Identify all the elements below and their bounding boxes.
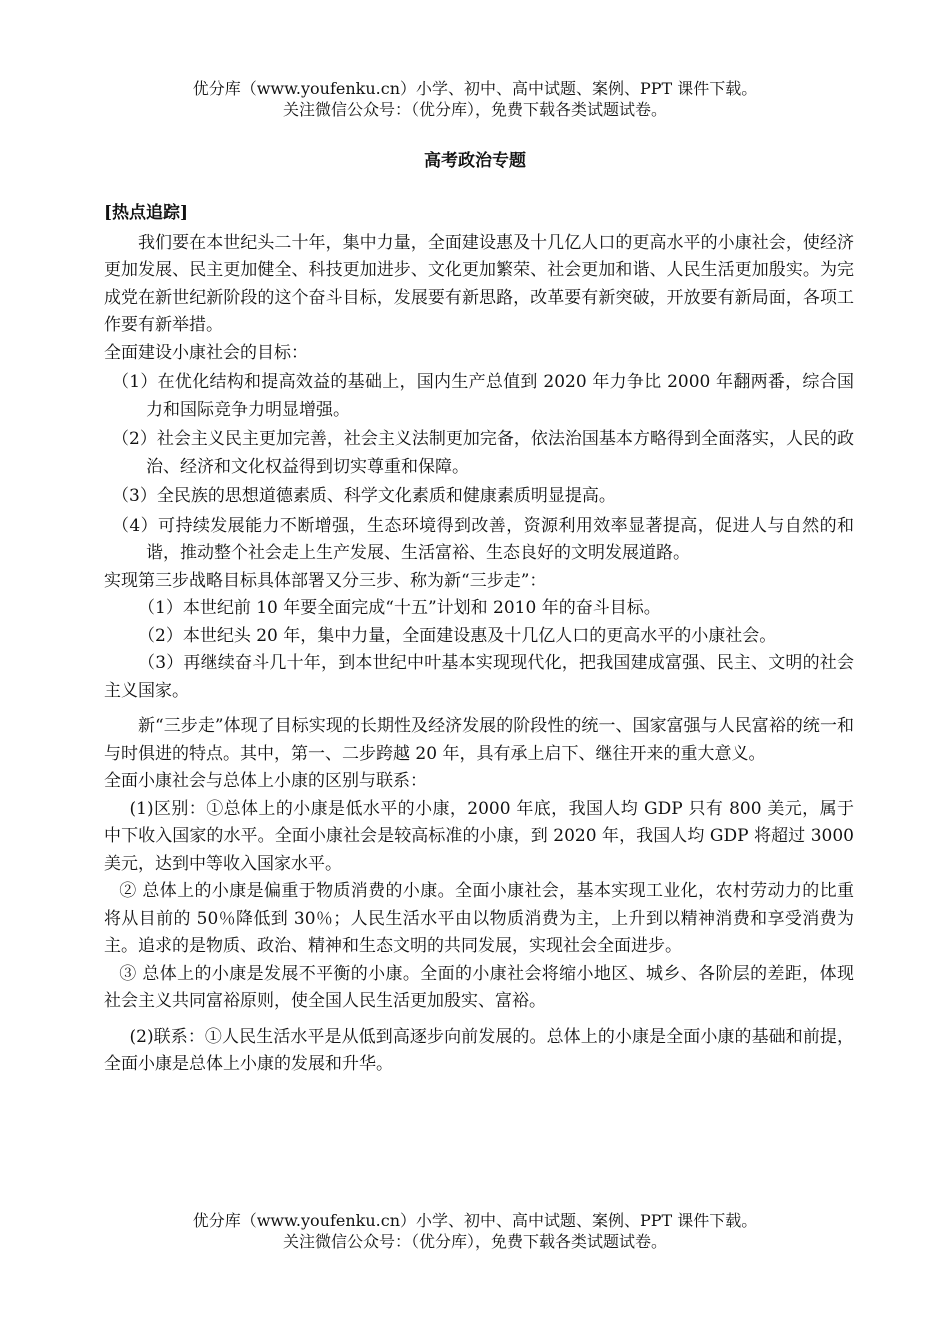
difference-3: ③ 总体上的小康是发展不平衡的小康。全面的小康社会将缩小地区、城乡、各阶层的差距，体现社会主义共同富裕原则，使全国人民生活更加殷实、富裕。 bbox=[104, 963, 854, 1011]
goal-item-3: （3）全民族的思想道德素质、科学文化素质和健康素质明显提高。 bbox=[112, 486, 616, 506]
significance-paragraph: 新“三步走”体现了目标实现的长期性及经济发展的阶段性的统一、国家富强与人民富裕的统一和与时俱进的特点。其中，第一、二步跨越 20 年，具有承上启下、继往开来的重大意义。 bbox=[104, 716, 854, 764]
step-item-3: （3）再继续奋斗几十年，到本世纪中叶基本实现现代化，把我国建成富强、民主、文明的社会主义国家。 bbox=[104, 653, 854, 701]
steps-heading: 实现第三步战略目标具体部署又分三步、称为新“三步走”： bbox=[104, 570, 547, 591]
compare-heading: 全面小康社会与总体上小康的区别与联系： bbox=[104, 771, 427, 791]
page-header bbox=[0, 78, 950, 120]
section-heading: [热点追踪] bbox=[104, 203, 189, 223]
step-item-2: （2）本世纪头 20 年，集中力量，全面建设惠及十几亿人口的更高水平的小康社会。 bbox=[138, 625, 777, 646]
footer-line-2: 关注微信公众号：（优分库），免费下载各类试题试卷。 bbox=[282, 1232, 667, 1251]
goal-item-4: （4）可持续发展能力不断增强，生态环境得到改善，资源利用效率显著提高，促进人与自然的和谐，推动整个社会走上生产发展、生活富裕、生态良好的文明发展道路。 bbox=[112, 515, 854, 563]
header-line-2: 关注微信公众号：（优分库），免费下载各类试题试卷。 bbox=[282, 100, 667, 119]
connection-paragraph: (2)联系：①人民生活水平是从低到高逐步向前发展的。总体上的小康是全面小康的基础和前提，全面小康是总体上小康的发展和升华。 bbox=[104, 1026, 854, 1074]
header-line-1: 优分库（www.youfenku.cn）小学、初中、高中试题、案例、PPT 课件下载。 bbox=[192, 79, 758, 98]
document-body bbox=[104, 200, 854, 1079]
intro-paragraph: 我们要在本世纪头二十年，集中力量，全面建设惠及十几亿人口的更高水平的小康社会，使经济更加发展、民主更加健全、科技更加进步、文化更加繁荣、社会更加和谐、人民生活更加殷实。为完成党在新世纪新阶段的这个奋斗目标，发展要有新思路，改革要有新突破，开放要有新局面，各项工作要有新举措。 bbox=[104, 232, 854, 335]
goal-item-2: （2）社会主义民主更加完善，社会主义法制更加完备，依法治国基本方略得到全面落实，人民的政治、经济和文化权益得到切实尊重和保障。 bbox=[112, 429, 854, 477]
document-title: 高考政治专题 bbox=[424, 151, 526, 171]
goals-heading: 全面建设小康社会的目标： bbox=[104, 342, 308, 363]
step-item-1: （1）本世纪前 10 年要全面完成“十五”计划和 2010 年的奋斗目标。 bbox=[138, 598, 661, 618]
difference-1: (1)区别：①总体上的小康是低水平的小康，2000 年底，我国人均 GDP 只有 800 美元，属于中下收入国家的水平。全面小康社会是较高标准的小康，到 2020 年，我国人均 GDP 将超过 3000 美元，达到中等收入国家水平。 bbox=[104, 798, 854, 874]
page-footer bbox=[0, 1210, 950, 1252]
goal-item-1: （1）在优化结构和提高效益的基础上，国内生产总值到 2020 年力争比 2000 年翻两番，综合国力和国际竞争力明显增强。 bbox=[112, 372, 854, 420]
footer-line-1: 优分库（www.youfenku.cn）小学、初中、高中试题、案例、PPT 课件下载。 bbox=[192, 1211, 758, 1230]
difference-2: ② 总体上的小康是偏重于物质消费的小康。全面小康社会，基本实现工业化，农村劳动力的比重将从目前的 50％降低到 30％；人民生活水平由以物质消费为主，上升到以精神消费和享受消费为主。追求的是物质、政治、精神和生态文明的共同发展，实现社会全面进步。 bbox=[104, 881, 854, 956]
